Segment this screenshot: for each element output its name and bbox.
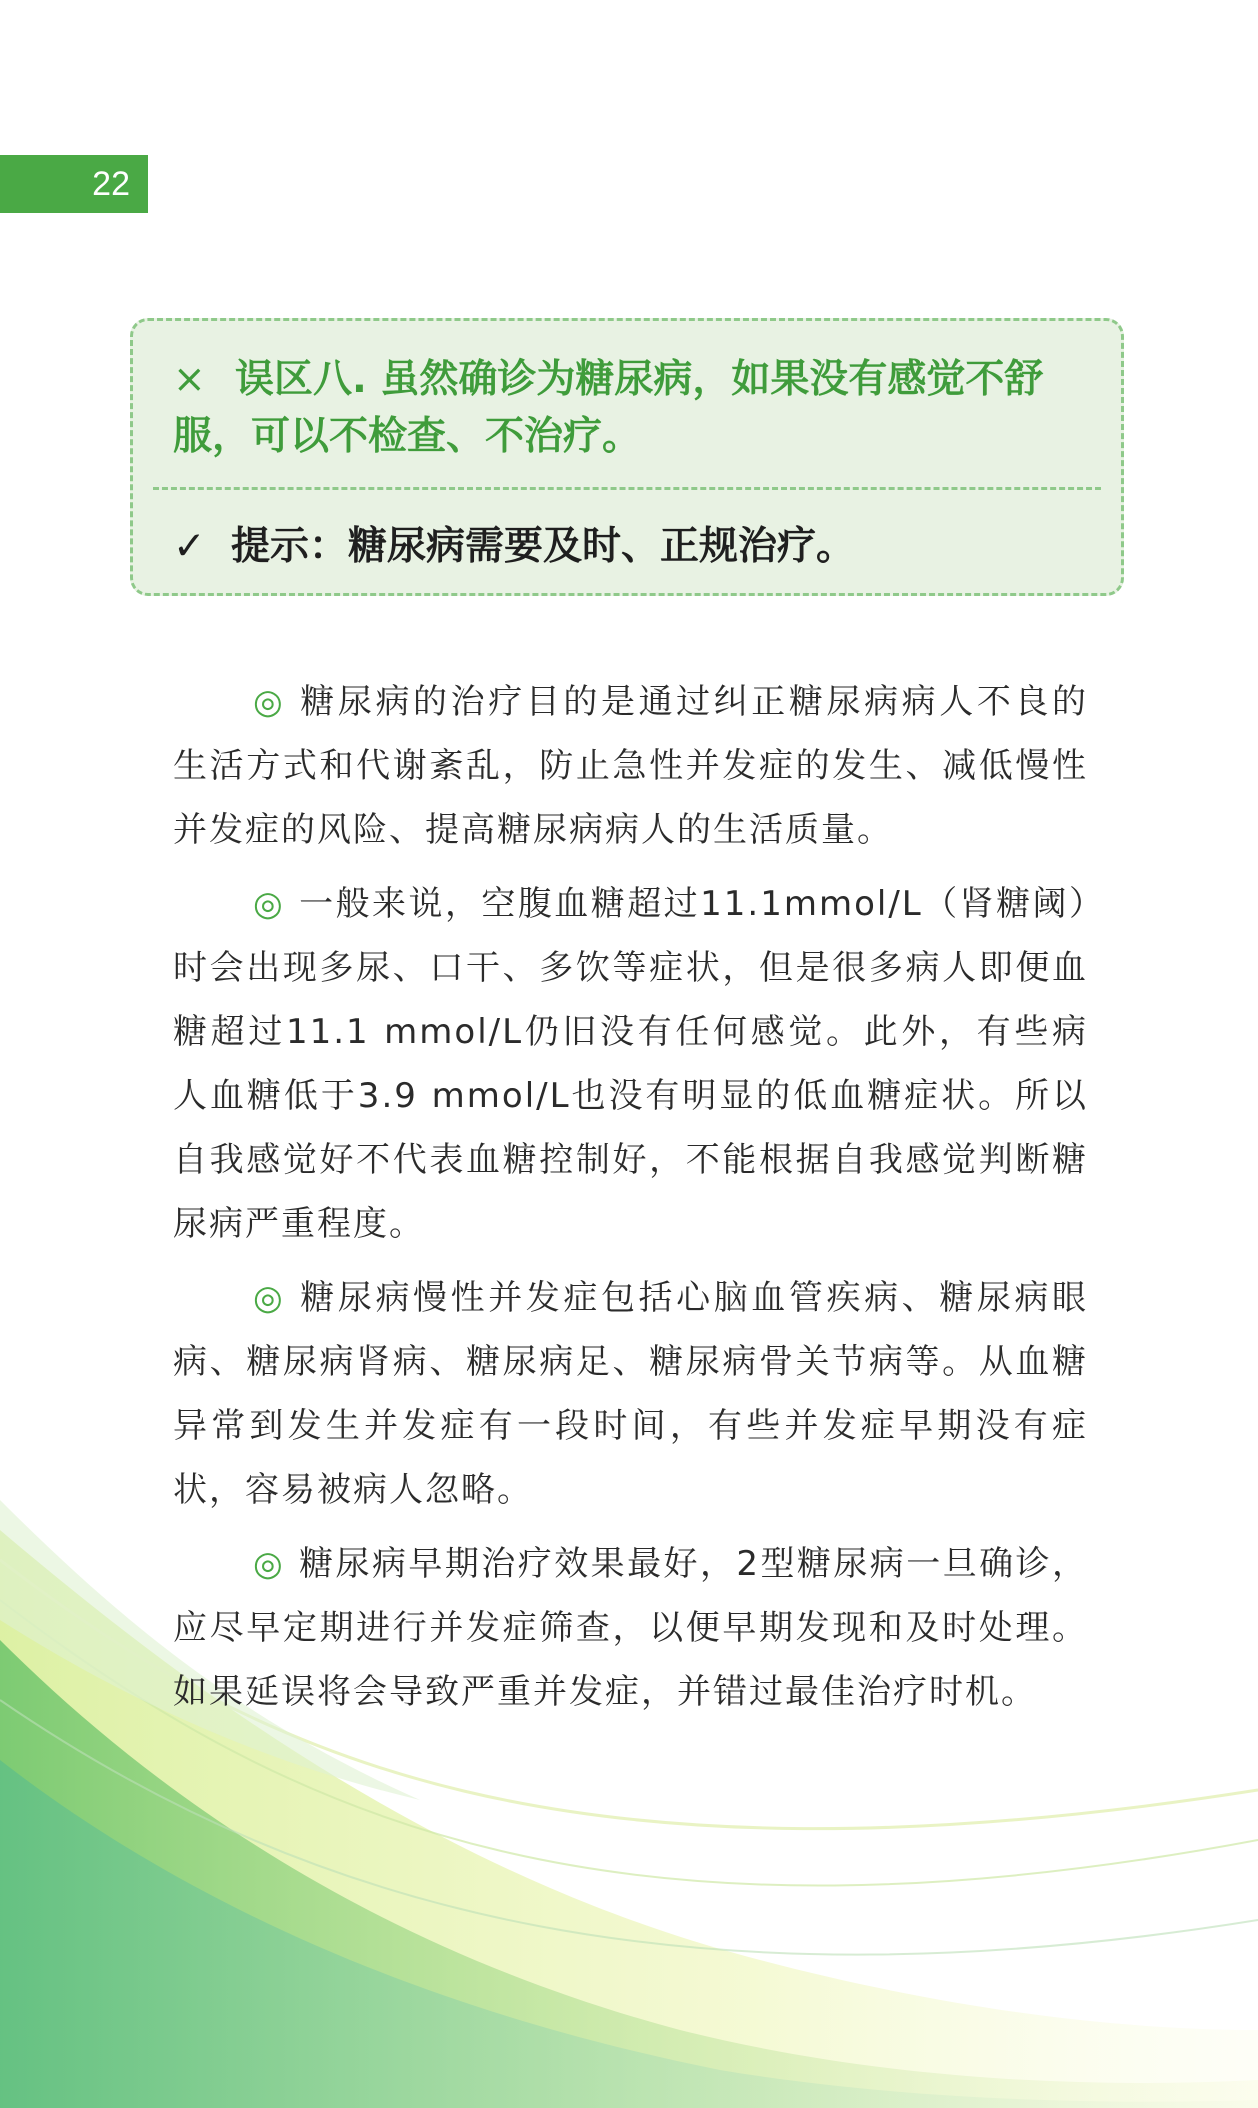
- double-circle-bullet-icon: ◎: [253, 884, 286, 924]
- page-number-tab: [0, 155, 148, 213]
- cross-icon: ×: [173, 357, 206, 402]
- double-circle-bullet-icon: ◎: [253, 682, 287, 722]
- paragraph: [173, 1266, 1088, 1522]
- paragraph-text: 糖尿病的治疗目的是通过纠正糖尿病病人不良的生活方式和代谢紊乱，防止急性并发症的发生、减低慢性并发症的风险、提高糖尿病病人的生活质量。: [173, 682, 1089, 850]
- page-number: 22: [92, 165, 130, 203]
- dashed-divider: [153, 487, 1101, 490]
- myth-text: 误区八. 虽然确诊为糖尿病，如果没有感觉不舒服，可以不检查、不治疗。: [173, 357, 1044, 459]
- double-circle-bullet-icon: ◎: [253, 1544, 286, 1584]
- checkmark-icon: ✓: [173, 524, 206, 569]
- paragraph: [173, 872, 1088, 1256]
- paragraph-text: 一般来说，空腹血糖超过11.1mmol/L（肾糖阈）时会出现多尿、口干、多饮等症状，但是很多病人即便血糖超过11.1 mmol/L仍旧没有任何感觉。此外，有些病人血糖低于3.9 mmol/L也没有明显的低血糖症状。所以自我感觉好不代表血糖控制好，不能根据自我感觉判断糖尿病严重程度。: [173, 884, 1088, 1244]
- paragraph-text: 糖尿病早期治疗效果最好，2型糖尿病一旦确诊，应尽早定期进行并发症筛查，以便早期发现和及时处理。如果延误将会导致严重并发症，并错过最佳治疗时机。: [173, 1544, 1088, 1712]
- paragraph-text: 糖尿病慢性并发症包括心脑血管疾病、糖尿病眼病、糖尿病肾病、糖尿病足、糖尿病骨关节病等。从血糖异常到发生并发症有一段时间，有些并发症早期没有症状，容易被病人忽略。: [173, 1278, 1089, 1510]
- hint-statement: [173, 518, 1093, 575]
- myth-statement: [173, 351, 1093, 465]
- myth-tip-box: [130, 318, 1124, 596]
- body-content: [173, 670, 1088, 1734]
- paragraph: [173, 1532, 1088, 1724]
- paragraph: [173, 670, 1088, 862]
- double-circle-bullet-icon: ◎: [253, 1278, 287, 1318]
- hint-text: 提示：糖尿病需要及时、正规治疗。: [231, 524, 856, 569]
